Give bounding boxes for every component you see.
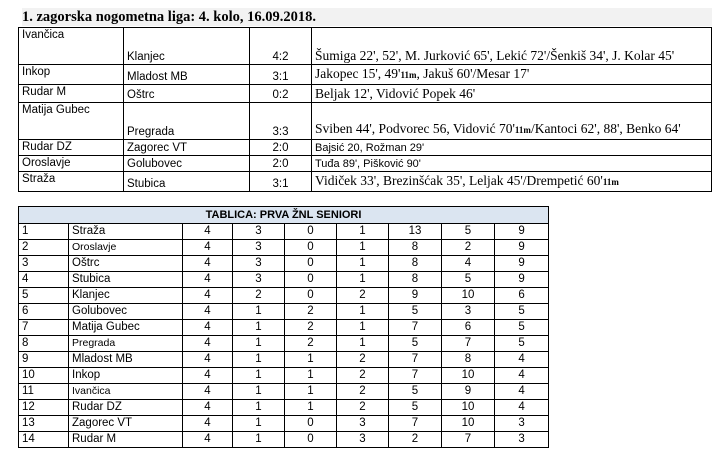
stat-cell: 10	[442, 368, 495, 384]
stat-cell: 7	[389, 320, 442, 336]
stat-cell: 8	[389, 240, 442, 256]
stat-cell: 1	[233, 416, 285, 432]
team-cell: Straža	[69, 224, 183, 240]
stat-cell: 5	[495, 320, 549, 336]
stat-cell: 2	[337, 384, 389, 400]
stat-cell: 3	[233, 224, 285, 240]
stat-cell: 3	[337, 416, 389, 432]
standings-row	[19, 336, 549, 352]
standings-row	[19, 400, 549, 416]
stat-cell: 3	[233, 272, 285, 288]
stat-cell: 5	[495, 336, 549, 352]
scorer-text: Beljak 12', Vidović Popek 46'	[315, 86, 476, 101]
stat-cell: 7	[442, 336, 495, 352]
stat-cell: 9	[389, 288, 442, 304]
position-cell: 2	[19, 240, 69, 256]
stat-cell: 2	[337, 368, 389, 384]
goal-scorers	[312, 85, 712, 103]
stat-cell: 7	[389, 368, 442, 384]
stat-cell: 0	[285, 288, 337, 304]
team-cell: Inkop	[69, 368, 183, 384]
standings-row	[19, 352, 549, 368]
stat-cell: 1	[285, 384, 337, 400]
stat-cell: 8	[389, 272, 442, 288]
scorer-text: Bajsić 20, Rožman 29'	[315, 142, 425, 154]
stat-cell: 2	[285, 320, 337, 336]
stat-cell: 10	[442, 416, 495, 432]
stat-cell: 7	[389, 416, 442, 432]
position-cell: 14	[19, 432, 69, 448]
team-cell: Rudar M	[69, 432, 183, 448]
away-team: Stubica	[124, 172, 250, 192]
position-cell: 8	[19, 336, 69, 352]
standings-title: TABLICA: PRVA ŽNL SENIORI	[19, 207, 549, 224]
home-team: Rudar DZ	[19, 140, 124, 156]
standings-row	[19, 368, 549, 384]
standings-row	[19, 224, 549, 240]
stat-cell: 10	[442, 288, 495, 304]
document-title: 1. zagorska nogometna liga: 4. kolo, 16.09.2018.	[22, 8, 712, 26]
position-cell: 11	[19, 384, 69, 400]
match-score: 2:0	[250, 156, 312, 172]
home-team: Rudar M	[19, 85, 124, 103]
stat-cell: 1	[337, 240, 389, 256]
stat-cell: 4	[495, 368, 549, 384]
penalty-mark: 11m	[602, 177, 619, 187]
penalty-mark: 11m	[400, 70, 417, 80]
home-team: Inkop	[19, 65, 124, 85]
standings-row	[19, 416, 549, 432]
stat-cell: 4	[183, 240, 233, 256]
position-cell: 1	[19, 224, 69, 240]
team-cell: Golubovec	[69, 304, 183, 320]
stat-cell: 3	[442, 304, 495, 320]
stat-cell: 1	[285, 400, 337, 416]
stat-cell: 1	[233, 384, 285, 400]
team-cell: Matija Gubec	[69, 320, 183, 336]
stat-cell: 0	[285, 416, 337, 432]
stat-cell: 1	[233, 336, 285, 352]
goal-scorers	[312, 28, 712, 65]
stat-cell: 2	[285, 304, 337, 320]
match-score: 4:2	[250, 28, 312, 65]
stat-cell: 2	[389, 432, 442, 448]
stat-cell: 5	[495, 304, 549, 320]
stat-cell: 1	[285, 352, 337, 368]
home-team: Straža	[19, 172, 124, 192]
team-cell: Mladost MB	[69, 352, 183, 368]
stat-cell: 9	[495, 272, 549, 288]
stat-cell: 4	[183, 352, 233, 368]
position-cell: 6	[19, 304, 69, 320]
result-row	[19, 172, 712, 192]
stat-cell: 9	[495, 240, 549, 256]
goal-scorers	[312, 65, 712, 85]
stat-cell: 4	[183, 304, 233, 320]
stat-cell: 3	[495, 416, 549, 432]
team-cell: Oroslavje	[69, 240, 183, 256]
stat-cell: 4	[495, 352, 549, 368]
stat-cell: 1	[337, 336, 389, 352]
stat-cell: 1	[233, 368, 285, 384]
scorer-text: Šumiga 22', 52', M. Jurković 65', Lekić 72'/Šenkiš 34', J. Kolar 45'	[315, 48, 675, 63]
stat-cell: 5	[389, 304, 442, 320]
position-cell: 9	[19, 352, 69, 368]
result-row	[19, 140, 712, 156]
stat-cell: 0	[285, 432, 337, 448]
results-table	[18, 27, 712, 192]
result-row	[19, 85, 712, 103]
standings-row	[19, 384, 549, 400]
stat-cell: 1	[233, 320, 285, 336]
goal-scorers	[312, 140, 712, 156]
stat-cell: 4	[183, 400, 233, 416]
stat-cell: 1	[285, 368, 337, 384]
stat-cell: 0	[285, 224, 337, 240]
stat-cell: 1	[233, 352, 285, 368]
standings-row	[19, 256, 549, 272]
stat-cell: 2	[285, 336, 337, 352]
stat-cell: 1	[337, 224, 389, 240]
scorer-text: Sviben 44', Podvorec 56, Vidović 70'	[315, 121, 515, 136]
away-team: Pregrada	[124, 103, 250, 140]
stat-cell: 5	[389, 384, 442, 400]
stat-cell: 4	[183, 320, 233, 336]
position-cell: 7	[19, 320, 69, 336]
away-team: Golubovec	[124, 156, 250, 172]
result-row	[19, 65, 712, 85]
stat-cell: 6	[442, 320, 495, 336]
stat-cell: 13	[389, 224, 442, 240]
stat-cell: 3	[233, 240, 285, 256]
stat-cell: 8	[389, 256, 442, 272]
standings-row	[19, 304, 549, 320]
away-team: Mladost MB	[124, 65, 250, 85]
stat-cell: 2	[337, 352, 389, 368]
standings-table	[18, 206, 549, 448]
stat-cell: 3	[337, 432, 389, 448]
stat-cell: 1	[337, 304, 389, 320]
match-score: 3:3	[250, 103, 312, 140]
penalty-mark: 11m	[514, 125, 531, 135]
stat-cell: 5	[442, 224, 495, 240]
stat-cell: 2	[233, 288, 285, 304]
stat-cell: 1	[337, 256, 389, 272]
stat-cell: 1	[233, 304, 285, 320]
scorer-text: /Kantoci 62', 88', Benko 64'	[530, 121, 681, 136]
position-cell: 12	[19, 400, 69, 416]
stat-cell: 4	[183, 336, 233, 352]
team-cell: Klanjec	[69, 288, 183, 304]
match-score: 2:0	[250, 140, 312, 156]
stat-cell: 4	[183, 416, 233, 432]
stat-cell: 0	[285, 272, 337, 288]
stat-cell: 1	[337, 320, 389, 336]
team-cell: Rudar DZ	[69, 400, 183, 416]
goal-scorers	[312, 103, 712, 140]
stat-cell: 7	[389, 352, 442, 368]
team-cell: Stubica	[69, 272, 183, 288]
standings-row	[19, 320, 549, 336]
stat-cell: 2	[337, 288, 389, 304]
home-team: Oroslavje	[19, 156, 124, 172]
stat-cell: 3	[495, 432, 549, 448]
stat-cell: 4	[442, 256, 495, 272]
scorer-text: , Jakuš 60'/Mesar 17'	[416, 66, 530, 81]
position-cell: 3	[19, 256, 69, 272]
match-score: 3:1	[250, 65, 312, 85]
stat-cell: 6	[495, 288, 549, 304]
stat-cell: 4	[183, 368, 233, 384]
stat-cell: 4	[495, 384, 549, 400]
stat-cell: 9	[495, 256, 549, 272]
match-score: 3:1	[250, 172, 312, 192]
team-cell: Zagorec VT	[69, 416, 183, 432]
stat-cell: 5	[389, 400, 442, 416]
goal-scorers	[312, 156, 712, 172]
stat-cell: 4	[183, 288, 233, 304]
stat-cell: 1	[337, 272, 389, 288]
scorer-text: Vidiček 33', Brezinšćak 35', Leljak 45'/Drempetić 60'	[315, 173, 603, 188]
scorer-text: Jakopec 15', 49'	[315, 66, 401, 81]
standings-row	[19, 272, 549, 288]
away-team: Klanjec	[124, 28, 250, 65]
standings-row	[19, 432, 549, 448]
away-team: Oštrc	[124, 85, 250, 103]
team-cell: Pregrada	[69, 336, 183, 352]
position-cell: 4	[19, 272, 69, 288]
goal-scorers	[312, 172, 712, 192]
position-cell: 13	[19, 416, 69, 432]
stat-cell: 5	[442, 272, 495, 288]
stat-cell: 0	[285, 240, 337, 256]
team-cell: Ivančica	[69, 384, 183, 400]
position-cell: 5	[19, 288, 69, 304]
stat-cell: 4	[183, 224, 233, 240]
standings-row	[19, 240, 549, 256]
stat-cell: 4	[495, 400, 549, 416]
stat-cell: 4	[183, 432, 233, 448]
stat-cell: 0	[285, 256, 337, 272]
away-team: Zagorec VT	[124, 140, 250, 156]
stat-cell: 4	[183, 256, 233, 272]
stat-cell: 10	[442, 400, 495, 416]
home-team: Ivančica	[19, 28, 124, 65]
stat-cell: 4	[183, 272, 233, 288]
stat-cell: 9	[495, 224, 549, 240]
stat-cell: 2	[337, 400, 389, 416]
position-cell: 10	[19, 368, 69, 384]
stat-cell: 8	[442, 352, 495, 368]
stat-cell: 1	[233, 432, 285, 448]
stat-cell: 2	[442, 240, 495, 256]
stat-cell: 9	[442, 384, 495, 400]
stat-cell: 3	[233, 256, 285, 272]
stat-cell: 1	[233, 400, 285, 416]
home-team: Matija Gubec	[19, 103, 124, 140]
match-score: 0:2	[250, 85, 312, 103]
standings-row	[19, 288, 549, 304]
stat-cell: 5	[389, 336, 442, 352]
team-cell: Oštrc	[69, 256, 183, 272]
stat-cell: 7	[442, 432, 495, 448]
result-row	[19, 28, 712, 65]
result-row	[19, 103, 712, 140]
scorer-text: Tuđa 89', Pišković 90'	[315, 158, 421, 170]
stat-cell: 4	[183, 384, 233, 400]
result-row	[19, 156, 712, 172]
